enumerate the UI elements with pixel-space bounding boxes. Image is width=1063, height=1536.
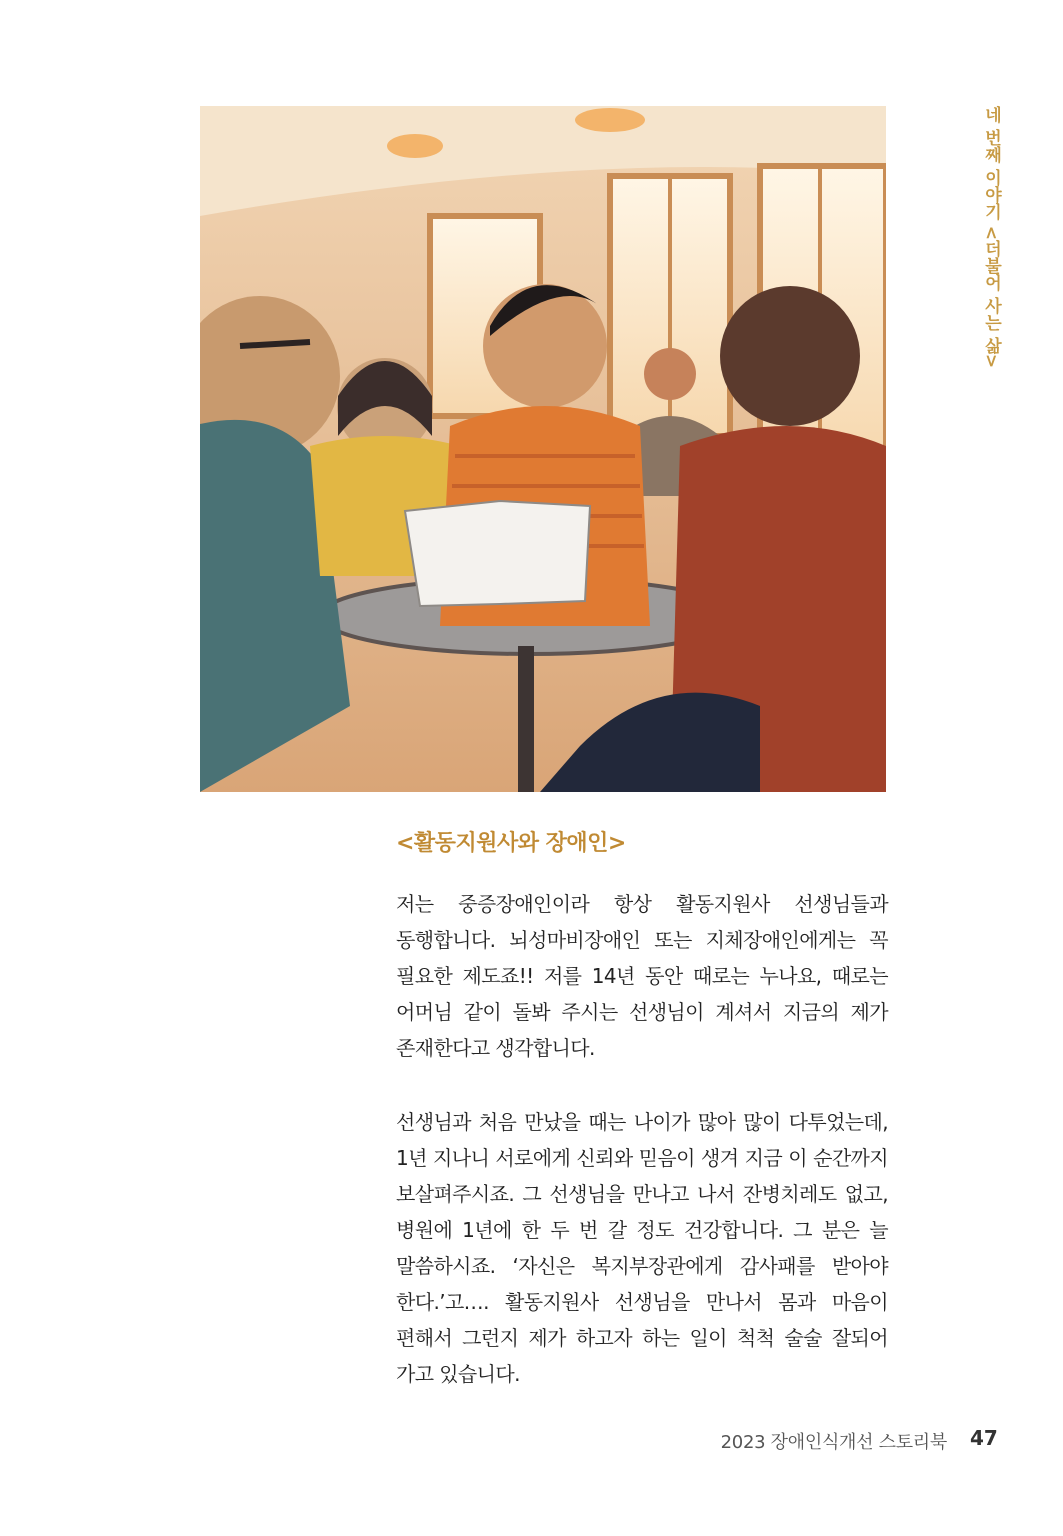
chapter-side-title: 네 번째 이야기 <더불어 사는 삶> bbox=[981, 106, 1001, 369]
footer-book-title: 2023 장애인식개선 스토리북 bbox=[720, 1432, 947, 1453]
page-number: 47 bbox=[970, 1426, 998, 1450]
body-paragraph-1: 저는 중증장애인이라 항상 활동지원사 선생님들과 동행합니다. 뇌성마비장애인 또는 지체장애인에게는 꼭 필요한 제도죠!! 저를 14년 동안 때로는 누나요, 때로는 어머님 같이 돌봐 주시는 선생님이 계셔서 지금의 제가 존재한다고 생각합니다. bbox=[396, 892, 888, 1060]
cafe-illustration bbox=[200, 106, 886, 792]
section-title: <활동지원사와 장애인> bbox=[396, 831, 626, 856]
body-paragraph-2: 선생님과 처음 만났을 때는 나이가 많아 많이 다투었는데, 1년 지나니 서로에게 신뢰와 믿음이 생겨 지금 이 순간까지 보살펴주시죠. 그 선생님을 만나고 나서 잔병치레도 없고, 병원에 1년에 한 두 번 갈 정도 건강합니다. 그 분은 늘 말씀하시죠. ‘자신은 복지부장관에게 감사패를 받아야 한다.’고…. 활동지원사 선생님을 만나서 몸과 마음이 편해서 그런지 제가 하고자 하는 일이 척척 술술 잘되어 가고 있습니다. bbox=[396, 1110, 888, 1386]
